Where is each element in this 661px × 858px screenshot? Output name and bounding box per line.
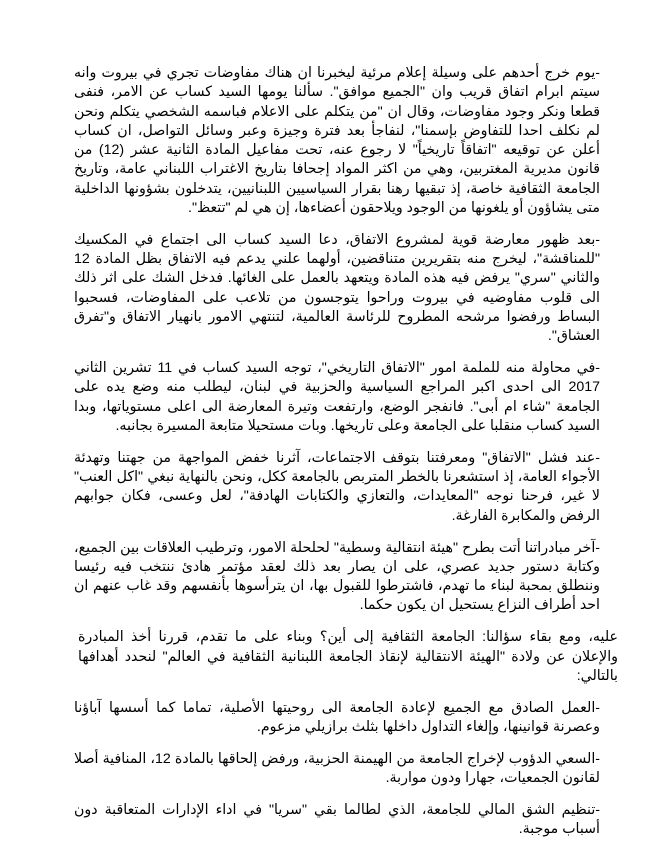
goal-item-restore-spirit: -العمل الصادق مع الجميع لإعادة الجامعة الى روحيتها الأصلية، تماما كما أسسها آباؤنا وعصرنة قوانينها، وإلغاء التداول داخلها بثلث برازيلي مزعوم.: [74, 699, 600, 735]
paragraph-transitional-proposal: -آخر مبادراتنا أتت بطرح "هيئة انتقالية وسطية" لحلحلة الامور، وترطيب العلاقات بين الجميع، وكتابة دستور جديد عصري، على ان يصار بعد ذلك لعقد مؤتمر هادئ ننتخب فيه رئيسا وننطلق بمحبة لبناء ما تهدم، فاشترطوا للقبول بها، ان يترأسوها بأنفسهم وقد غاب عنهم ان احد أطراف النزاع يستحيل ان يكون حكما.: [74, 539, 600, 614]
paragraph-announcement: عليه، ومع بقاء سؤالنا: الجامعة الثقافية إلى أين؟ وبناء على ما تقدم، قررنا أخذ المبادرة والإعلان عن ولادة "الهيئة الانتقالية لإنقاذ الجامعة اللبنانية الثقافية في العالم" لنحدد أهدافها بالتالي:: [78, 629, 618, 684]
paragraph-agreement-failure: -عند فشل "الاتفاق" ومعرفتنا بتوقف الاجتماعات، آثرنا خفض المواجهة من جهتنا وتهدئة الأجواء العامة، إذ استشعرنا بالخطر المتربص بالجامعة ككل، ونحن بالنهاية نبغي "اكل العنب" لا غير، فرحنا نوجه "المعايدات، والتعازي والكتابات الهادفة"، لعل وعسى، فكان جوابهم الرفض والمكابرة الفارغة.: [74, 449, 600, 524]
document-body: [74, 64, 618, 852]
goal-item-financial-organization: -تنظيم الشق المالي للجامعة، الذي لطالما بقي "سريا" في اداء الإدارات المتعاقبة دون أسباب موجبة.: [74, 801, 600, 838]
paragraph-secret-negotiations: -يوم خرج أحدهم على وسيلة إعلام مرئية ليخبرنا ان هناك مفاوضات تجري في بيروت وانه سيتم ابرام اتفاق قريب وان "الجميع موافق". سألنا يومها السيد كساب عن الامر، فنفى قطعا ونكر وجود مفاوضات، وقال ان "من يتكلم على الاعلام فباسمه الشخصي يتكلم ونحن لم نكلف احدا للتفاوض بإسمنا"، لنفاجأ بعد فترة وجيزة وعبر وسائل التواصل، ان كساب أعلن عن توقيعه "اتفاقاً تاريخياً" لا رجوع عنه، تحت مفاعيل المادة الثانية عشر (12) من قانون مديرية المغتربين، وهي من اكثر المواد إجحافا بتاريخ الاغتراب اللبناني عامة، وتاريخ الجامعة الثقافية خاصة، إذ تبقيها رهنا بقرار السياسيين اللبنانيين، يتدخلون بشؤونها الداخلية متى يشاؤون أو يلغونها من الوجود ويلاحقون أعضاءها، إن هي لم "تتعظ".: [74, 65, 600, 217]
goal-item-end-partisan-control: -السعي الدؤوب لإخراج الجامعة من الهيمنة الحزبية، ورفض إلحاقها بالمادة 12، المنافية أصلا لقانون الجمعيات، جهارا ودون مواربة.: [74, 750, 600, 786]
paragraph-historic-agreement-attempt: -في محاولة منه للملمة امور "الاتفاق التاريخي"، توجه السيد كساب في 11 تشرين الثاني 2017 الى احدى اكبر المراجع السياسية والحزبية في لبنان، ليطلب منه وضع يده على الجامعة "شاء ام أبى". فانفجر الوضع، وارتفعت وتيرة المعارضة الى اعلى مستوياتها، وبدا السيد كساب منقلبا على الجامعة وعلى تاريخها. وبات مستحيلا متابعة المسيرة بجانبه.: [74, 360, 601, 435]
paragraph-mexico-meeting: -بعد ظهور معارضة قوية لمشروع الاتفاق، دعا السيد كساب الى اجتماع في المكسيك "للمناقشة"، ليخرج منه بتقريرين متناقضين، أولهما علني يدعم فيه الاتفاق بظل المادة 12 والثاني "سري" يرفض فيه هذه المادة ويتعهد بالعمل على الغائها. فدخل الشك على اثر ذلك الى قلوب مفاوضيه في بيروت وراحوا يتوجسون من تلاعب على المفاوضات، فسحبوا البساط ورفضوا مرشحه المطروح للرئاسة العالمية، لتنتهي الامور بانهيار الاتفاق و"تفرق العشاق".: [74, 231, 600, 345]
